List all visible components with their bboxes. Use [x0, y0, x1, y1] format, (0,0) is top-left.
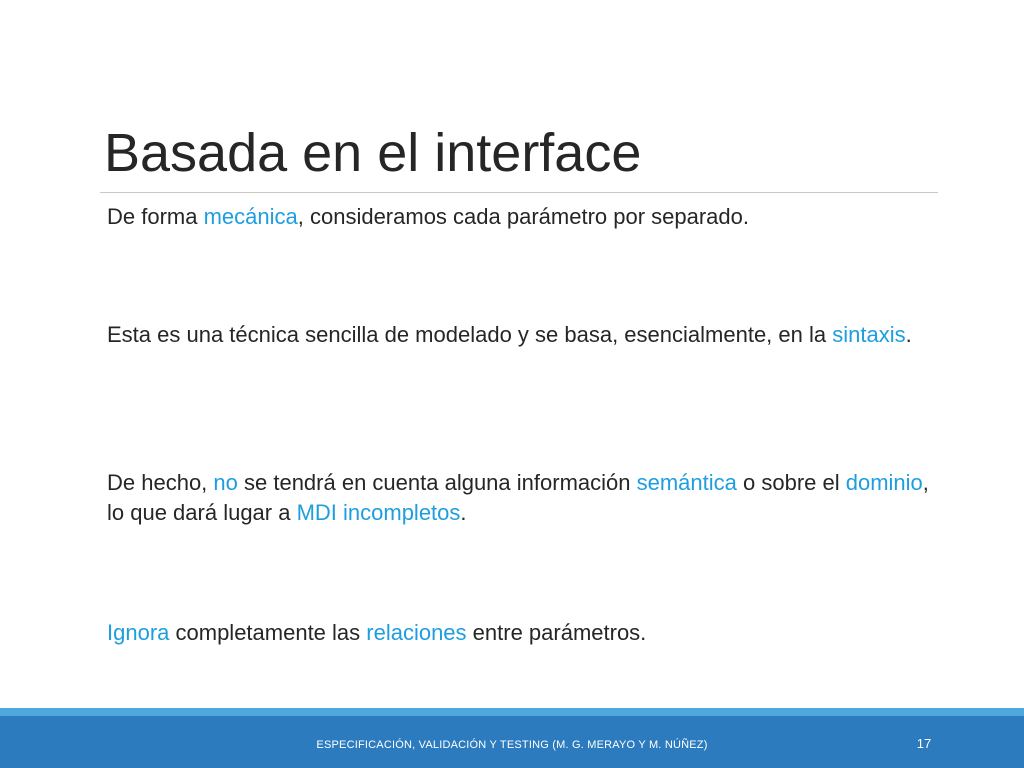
- paragraph-text: De forma: [107, 204, 204, 229]
- paragraph-text: .: [905, 322, 912, 347]
- footer-accent-bar: [0, 708, 1024, 716]
- highlighted-term: no: [213, 470, 238, 495]
- highlighted-term: semántica: [636, 470, 737, 495]
- paragraph-text: o sobre el: [736, 470, 846, 495]
- paragraph-3: [107, 468, 932, 528]
- highlighted-term: Ignora: [107, 620, 170, 645]
- paragraph-text: .: [460, 500, 467, 525]
- paragraph-text: Esta es una técnica sencilla de modelado y se basa, esencialmente, en la: [107, 322, 833, 347]
- paragraph-text: De hecho,: [107, 470, 214, 495]
- highlighted-term: mecánica: [203, 204, 298, 229]
- highlighted-term: MDI incompletos: [296, 500, 461, 525]
- page-number: 17: [916, 736, 932, 751]
- slide-title: Basada en el interface: [104, 123, 642, 183]
- highlighted-term: relaciones: [366, 620, 467, 645]
- paragraph-text: se tendrá en cuenta alguna información: [237, 470, 637, 495]
- paragraph-text: , lo que dará lugar a: [107, 470, 929, 525]
- paragraph-1: [107, 202, 932, 232]
- paragraph-text: completamente las: [169, 620, 367, 645]
- highlighted-term: sintaxis: [832, 322, 906, 347]
- title-divider: [100, 192, 938, 193]
- paragraph-2: [107, 320, 932, 350]
- paragraph-text: , consideramos cada parámetro por separado.: [297, 204, 749, 229]
- footer-text: ESPECIFICACIÓN, VALIDACIÓN Y TESTING (M. G. MERAYO Y M. NÚÑEZ): [316, 739, 708, 751]
- paragraph-4: [107, 618, 932, 648]
- paragraph-text: entre parámetros.: [466, 620, 647, 645]
- highlighted-term: dominio: [845, 470, 923, 495]
